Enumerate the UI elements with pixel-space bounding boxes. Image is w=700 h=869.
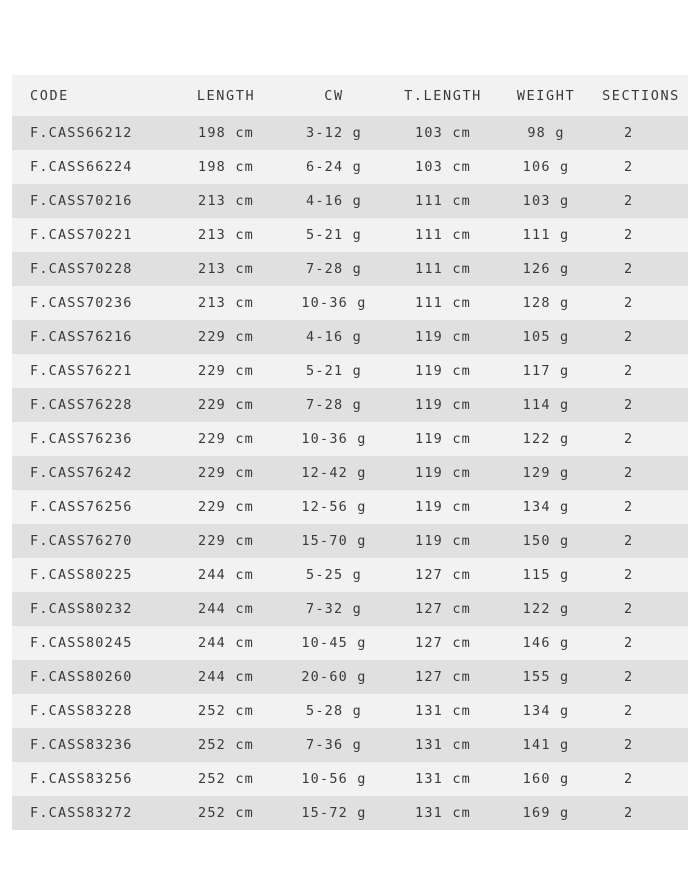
cell-length: 229 cm [172, 354, 280, 388]
cell-length: 244 cm [172, 558, 280, 592]
cell-sections: 2 [594, 558, 688, 592]
cell-length: 198 cm [172, 116, 280, 150]
cell-sections: 2 [594, 422, 688, 456]
cell-sections: 2 [594, 354, 688, 388]
cell-code: F.CASS83256 [12, 762, 172, 796]
cell-sections: 2 [594, 218, 688, 252]
cell-cw: 10-45 g [280, 626, 388, 660]
cell-tlength: 131 cm [388, 694, 498, 728]
cell-weight: 129 g [498, 456, 594, 490]
table-row [12, 626, 688, 660]
column-header-length: LENGTH [172, 75, 280, 116]
cell-tlength: 119 cm [388, 354, 498, 388]
cell-length: 229 cm [172, 388, 280, 422]
cell-sections: 2 [594, 456, 688, 490]
cell-weight: 134 g [498, 490, 594, 524]
cell-tlength: 103 cm [388, 150, 498, 184]
table-row [12, 252, 688, 286]
cell-length: 252 cm [172, 796, 280, 830]
cell-tlength: 111 cm [388, 252, 498, 286]
cell-length: 213 cm [172, 252, 280, 286]
cell-tlength: 131 cm [388, 762, 498, 796]
cell-code: F.CASS80232 [12, 592, 172, 626]
cell-cw: 10-56 g [280, 762, 388, 796]
cell-cw: 6-24 g [280, 150, 388, 184]
table-row [12, 150, 688, 184]
cell-cw: 4-16 g [280, 184, 388, 218]
cell-tlength: 111 cm [388, 286, 498, 320]
cell-weight: 169 g [498, 796, 594, 830]
cell-code: F.CASS66212 [12, 116, 172, 150]
table-row [12, 320, 688, 354]
table-row [12, 422, 688, 456]
cell-sections: 2 [594, 320, 688, 354]
cell-cw: 10-36 g [280, 286, 388, 320]
cell-length: 229 cm [172, 490, 280, 524]
cell-length: 244 cm [172, 592, 280, 626]
cell-code: F.CASS70221 [12, 218, 172, 252]
cell-tlength: 119 cm [388, 422, 498, 456]
cell-sections: 2 [594, 388, 688, 422]
cell-weight: 155 g [498, 660, 594, 694]
table-row [12, 796, 688, 830]
cell-length: 252 cm [172, 694, 280, 728]
cell-cw: 12-56 g [280, 490, 388, 524]
cell-code: F.CASS70236 [12, 286, 172, 320]
cell-length: 198 cm [172, 150, 280, 184]
cell-length: 213 cm [172, 286, 280, 320]
column-header-tlength: T.LENGTH [388, 75, 498, 116]
column-header-weight: WEIGHT [498, 75, 594, 116]
table-header [12, 75, 688, 116]
cell-code: F.CASS83228 [12, 694, 172, 728]
cell-sections: 2 [594, 694, 688, 728]
table-row [12, 116, 688, 150]
cell-code: F.CASS76256 [12, 490, 172, 524]
table-row [12, 694, 688, 728]
cell-tlength: 119 cm [388, 456, 498, 490]
cell-code: F.CASS83236 [12, 728, 172, 762]
cell-length: 244 cm [172, 660, 280, 694]
table-row [12, 728, 688, 762]
table-body [12, 116, 688, 830]
cell-cw: 5-21 g [280, 218, 388, 252]
cell-cw: 15-70 g [280, 524, 388, 558]
cell-tlength: 131 cm [388, 728, 498, 762]
cell-code: F.CASS76242 [12, 456, 172, 490]
cell-cw: 7-28 g [280, 388, 388, 422]
cell-weight: 117 g [498, 354, 594, 388]
cell-cw: 15-72 g [280, 796, 388, 830]
cell-cw: 20-60 g [280, 660, 388, 694]
cell-tlength: 111 cm [388, 218, 498, 252]
cell-length: 229 cm [172, 422, 280, 456]
cell-code: F.CASS76236 [12, 422, 172, 456]
cell-weight: 126 g [498, 252, 594, 286]
cell-sections: 2 [594, 728, 688, 762]
cell-sections: 2 [594, 762, 688, 796]
cell-weight: 150 g [498, 524, 594, 558]
cell-tlength: 131 cm [388, 796, 498, 830]
cell-length: 229 cm [172, 456, 280, 490]
cell-code: F.CASS76228 [12, 388, 172, 422]
table-header-row [12, 75, 688, 116]
cell-cw: 10-36 g [280, 422, 388, 456]
cell-sections: 2 [594, 286, 688, 320]
specification-table [12, 75, 688, 830]
cell-tlength: 103 cm [388, 116, 498, 150]
cell-cw: 7-36 g [280, 728, 388, 762]
cell-sections: 2 [594, 626, 688, 660]
cell-cw: 3-12 g [280, 116, 388, 150]
cell-cw: 5-25 g [280, 558, 388, 592]
cell-length: 213 cm [172, 184, 280, 218]
cell-tlength: 111 cm [388, 184, 498, 218]
cell-weight: 128 g [498, 286, 594, 320]
cell-length: 229 cm [172, 320, 280, 354]
table-row [12, 456, 688, 490]
cell-code: F.CASS83272 [12, 796, 172, 830]
cell-weight: 111 g [498, 218, 594, 252]
cell-code: F.CASS70228 [12, 252, 172, 286]
cell-cw: 5-28 g [280, 694, 388, 728]
cell-tlength: 119 cm [388, 388, 498, 422]
cell-sections: 2 [594, 252, 688, 286]
cell-length: 252 cm [172, 762, 280, 796]
table-row [12, 388, 688, 422]
cell-weight: 115 g [498, 558, 594, 592]
cell-tlength: 119 cm [388, 490, 498, 524]
cell-weight: 141 g [498, 728, 594, 762]
cell-length: 244 cm [172, 626, 280, 660]
cell-cw: 4-16 g [280, 320, 388, 354]
cell-sections: 2 [594, 490, 688, 524]
cell-weight: 106 g [498, 150, 594, 184]
cell-weight: 122 g [498, 422, 594, 456]
table-row [12, 762, 688, 796]
cell-tlength: 127 cm [388, 592, 498, 626]
cell-weight: 103 g [498, 184, 594, 218]
cell-weight: 160 g [498, 762, 594, 796]
cell-tlength: 119 cm [388, 320, 498, 354]
cell-length: 213 cm [172, 218, 280, 252]
table-row [12, 286, 688, 320]
cell-tlength: 127 cm [388, 626, 498, 660]
table-row [12, 592, 688, 626]
cell-cw: 7-32 g [280, 592, 388, 626]
cell-code: F.CASS70216 [12, 184, 172, 218]
cell-sections: 2 [594, 184, 688, 218]
cell-sections: 2 [594, 116, 688, 150]
cell-sections: 2 [594, 660, 688, 694]
cell-tlength: 127 cm [388, 660, 498, 694]
cell-code: F.CASS66224 [12, 150, 172, 184]
table-row [12, 184, 688, 218]
cell-code: F.CASS80245 [12, 626, 172, 660]
cell-sections: 2 [594, 150, 688, 184]
cell-code: F.CASS76221 [12, 354, 172, 388]
cell-weight: 146 g [498, 626, 594, 660]
cell-weight: 134 g [498, 694, 594, 728]
table-row [12, 524, 688, 558]
cell-cw: 5-21 g [280, 354, 388, 388]
cell-code: F.CASS76216 [12, 320, 172, 354]
column-header-cw: CW [280, 75, 388, 116]
table-row [12, 558, 688, 592]
cell-length: 252 cm [172, 728, 280, 762]
specification-table-container [12, 75, 688, 830]
table-row [12, 660, 688, 694]
cell-sections: 2 [594, 524, 688, 558]
cell-sections: 2 [594, 796, 688, 830]
cell-sections: 2 [594, 592, 688, 626]
cell-tlength: 119 cm [388, 524, 498, 558]
column-header-sections: SECTIONS [594, 75, 688, 116]
table-row [12, 218, 688, 252]
cell-code: F.CASS80225 [12, 558, 172, 592]
table-row [12, 354, 688, 388]
column-header-code: CODE [12, 75, 172, 116]
cell-weight: 98 g [498, 116, 594, 150]
table-row [12, 490, 688, 524]
cell-cw: 7-28 g [280, 252, 388, 286]
cell-code: F.CASS76270 [12, 524, 172, 558]
cell-cw: 12-42 g [280, 456, 388, 490]
cell-weight: 114 g [498, 388, 594, 422]
cell-tlength: 127 cm [388, 558, 498, 592]
cell-weight: 122 g [498, 592, 594, 626]
cell-weight: 105 g [498, 320, 594, 354]
cell-length: 229 cm [172, 524, 280, 558]
cell-code: F.CASS80260 [12, 660, 172, 694]
